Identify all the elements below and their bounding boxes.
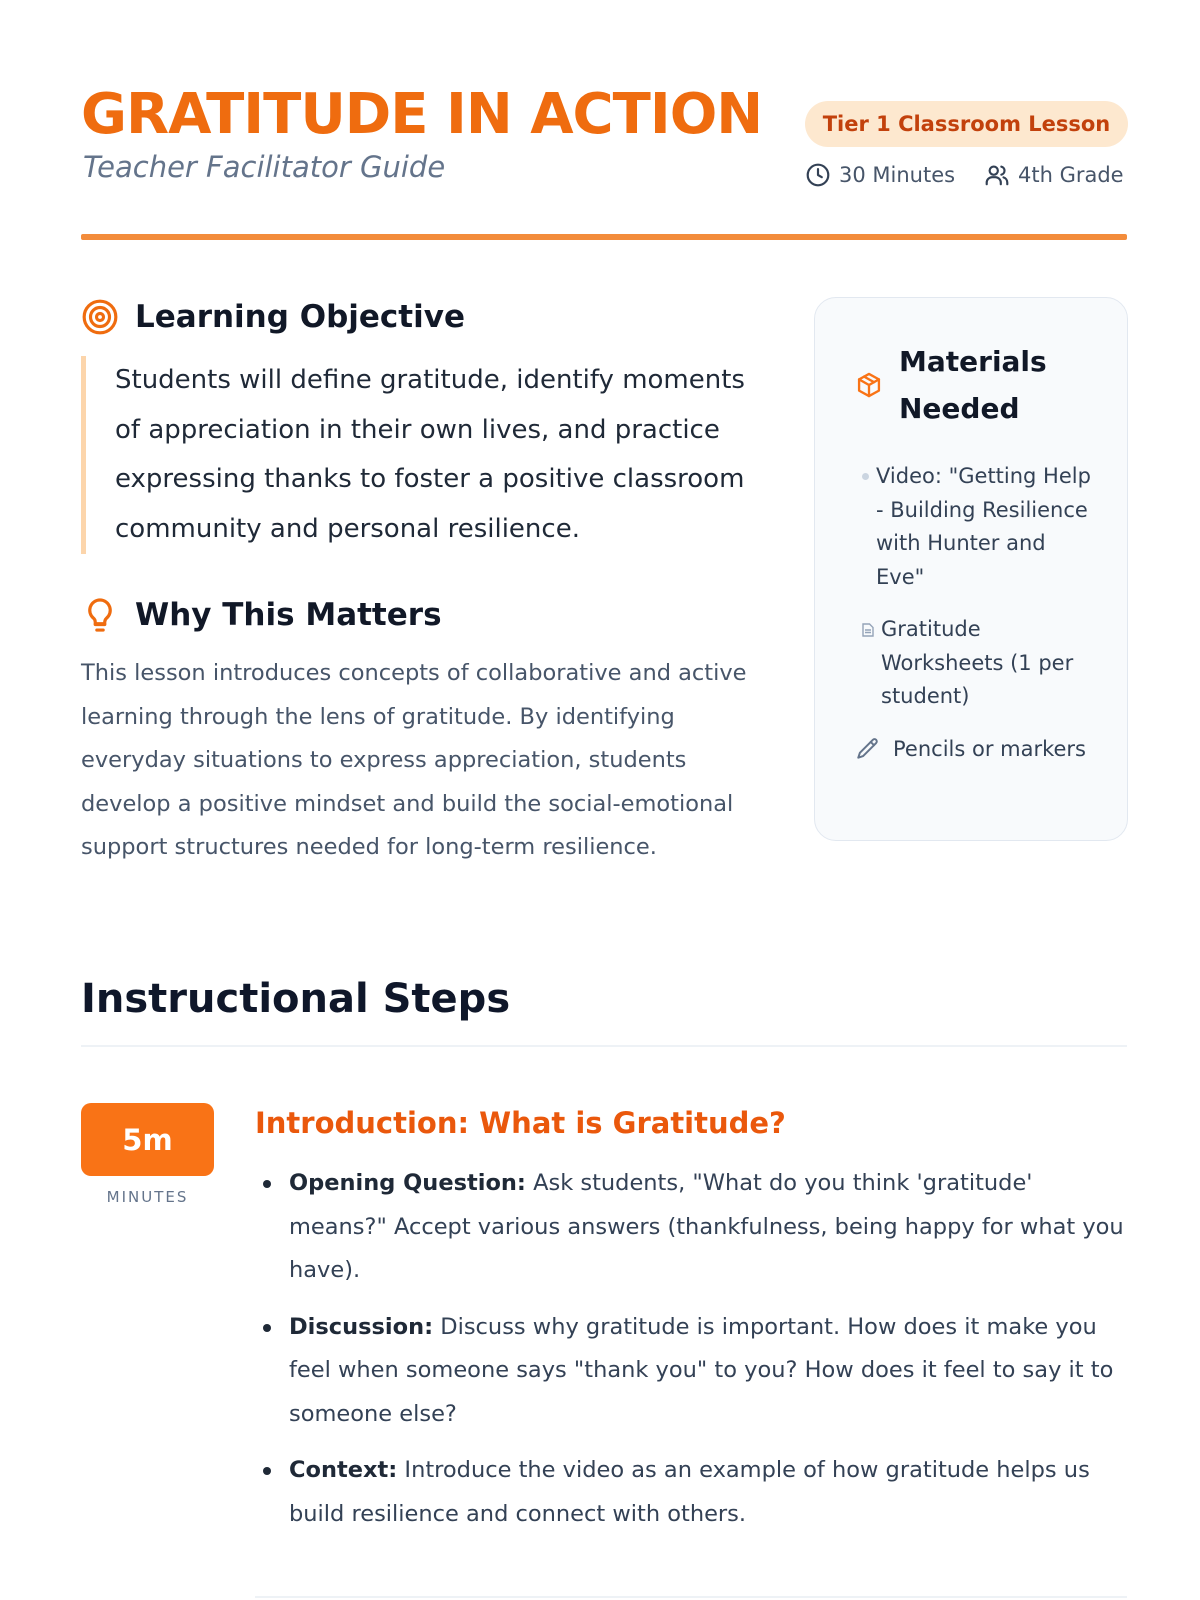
objective-heading-text: Learning Objective	[135, 299, 465, 335]
why-heading	[81, 596, 442, 634]
target-icon	[81, 298, 119, 336]
bullet-text: Introduce the video as an example of how gratitude helps us build resilience and connect with others.	[289, 1457, 1090, 1527]
bullet-text: Discuss why gratitude is important. How does it make you feel when someone says "thank you" to you? How does it feel to say it to someone else?	[289, 1313, 1114, 1427]
step-bullet	[255, 1449, 1127, 1536]
materials-item-label: Pencils or markers	[893, 736, 1086, 761]
header-divider	[81, 234, 1127, 240]
duration-meta	[805, 162, 955, 188]
materials-item-label: Video: "Getting Help - Building Resilience with Hunter and Eve"	[876, 464, 1091, 589]
tier-badge: Tier 1 Classroom Lesson	[805, 101, 1128, 147]
step-divider	[255, 1596, 1127, 1598]
bullet-term: Opening Question:	[289, 1170, 526, 1196]
step-time-label: MINUTES	[106, 1188, 189, 1206]
materials-card	[814, 297, 1128, 841]
page-title: GRATITUDE IN ACTION	[81, 82, 763, 147]
objective-heading	[81, 298, 465, 336]
objective-text: Students will define gratitude, identify moments of appreciation in their own lives, and practice expressing thanks to foster a positive classroom community and personal resilience.	[81, 356, 751, 554]
grade-meta	[984, 162, 1124, 188]
step-time-chip: 5m	[81, 1103, 214, 1176]
bullet-dot-icon	[263, 1467, 271, 1475]
step-title: Introduction: What is Gratitude?	[255, 1106, 786, 1140]
clock-icon	[805, 162, 831, 188]
box-icon	[855, 371, 883, 399]
page-subtitle: Teacher Facilitator Guide	[83, 150, 446, 184]
materials-item-label: Gratitude Worksheets (1 per student)	[881, 617, 1074, 708]
steps-divider	[81, 1045, 1127, 1047]
materials-heading	[855, 338, 1059, 432]
lesson-page	[81, 0, 1127, 1600]
users-icon	[984, 162, 1010, 188]
bullet-dot-icon	[263, 1324, 271, 1332]
materials-item	[855, 460, 1100, 594]
why-text: This lesson introduces concepts of collaborative and active learning through the lens of gratitude. By identifying everyday situations to express appreciation, students develop a positive mindset and build the social-emotional support structures needed for long-term resilience.	[81, 660, 747, 860]
dot-icon	[855, 460, 876, 494]
lightbulb-icon	[81, 596, 119, 634]
bullet-term: Context:	[289, 1457, 398, 1483]
step-bullet	[255, 1162, 1127, 1293]
materials-item	[855, 733, 1100, 767]
document-icon	[855, 613, 881, 647]
grade-text: 4th Grade	[1018, 163, 1124, 187]
duration-text: 30 Minutes	[839, 163, 956, 187]
why-heading-text: Why This Matters	[135, 597, 442, 633]
bullet-term: Discussion:	[289, 1313, 434, 1340]
steps-heading: Instructional Steps	[81, 976, 511, 1022]
bullet-dot-icon	[263, 1180, 271, 1188]
materials-heading-text: Materials Needed	[899, 345, 1047, 425]
materials-item	[855, 613, 1100, 714]
materials-list	[855, 460, 1100, 785]
bullet-text: Ask students, "What do you think 'gratitude' means?" Accept various answers (thankfulness, being happy for what you have).	[289, 1170, 1124, 1283]
step-bullet-list	[255, 1162, 1127, 1549]
step-bullet	[255, 1306, 1127, 1437]
pencil-icon	[855, 733, 893, 767]
